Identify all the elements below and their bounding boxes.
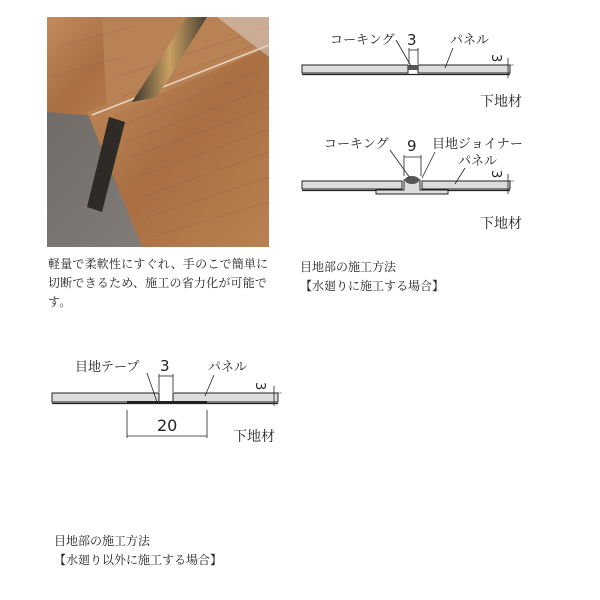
panel-label: パネル bbox=[458, 154, 498, 169]
thickness-label: 3 bbox=[488, 54, 503, 63]
caulking-label: コーキング bbox=[324, 137, 389, 152]
joiner-label: 目地ジョイナー bbox=[432, 137, 523, 152]
right-panel bbox=[422, 181, 510, 189]
caulking-label: コーキング bbox=[330, 33, 395, 48]
section-other-title bbox=[54, 532, 222, 570]
thickness-label: 3 bbox=[252, 382, 267, 391]
section-water-heading: 目地部の施工方法 bbox=[300, 260, 397, 274]
right-panel bbox=[418, 65, 510, 73]
right-panel bbox=[173, 393, 278, 402]
left-panel bbox=[52, 393, 159, 402]
panel-label: パネル bbox=[208, 360, 248, 375]
product-photo bbox=[47, 17, 269, 247]
base-material-label: 下地材 bbox=[480, 216, 522, 232]
panel-label: パネル bbox=[450, 33, 490, 48]
joiner-joint-diagram bbox=[290, 128, 580, 238]
left-panel bbox=[302, 181, 402, 189]
base-material-label: 下地材 bbox=[480, 94, 522, 110]
saw-cutting-panel-image bbox=[47, 17, 269, 247]
tape-label: 目地テープ bbox=[75, 360, 140, 375]
section-water-subtitle: 【水廻りに施工する場合】 bbox=[300, 279, 445, 293]
tape-width-label: 20 bbox=[157, 416, 178, 435]
left-panel bbox=[302, 65, 408, 73]
gap-width-label: 3 bbox=[407, 31, 417, 49]
joint-tape bbox=[127, 401, 207, 404]
gap-width-label: 3 bbox=[160, 357, 170, 375]
section-other-subtitle: 【水廻り以外に施工する場合】 bbox=[54, 553, 223, 567]
caulking-bead bbox=[408, 65, 418, 70]
joint-width-label: 9 bbox=[407, 137, 417, 155]
photo-caption: 軽量で柔軟性にすぐれ、手のこで簡単に切断できるため、施工の省力化が可能です。 bbox=[48, 257, 269, 309]
section-other-heading: 目地部の施工方法 bbox=[54, 534, 151, 548]
section-water-title bbox=[300, 258, 444, 296]
caulking-bead bbox=[405, 176, 419, 184]
thickness-label: 3 bbox=[488, 170, 503, 179]
tape-joint-diagram bbox=[40, 350, 290, 450]
base-material-label: 下地材 bbox=[233, 429, 275, 445]
caulking-joint-diagram bbox=[290, 20, 580, 112]
